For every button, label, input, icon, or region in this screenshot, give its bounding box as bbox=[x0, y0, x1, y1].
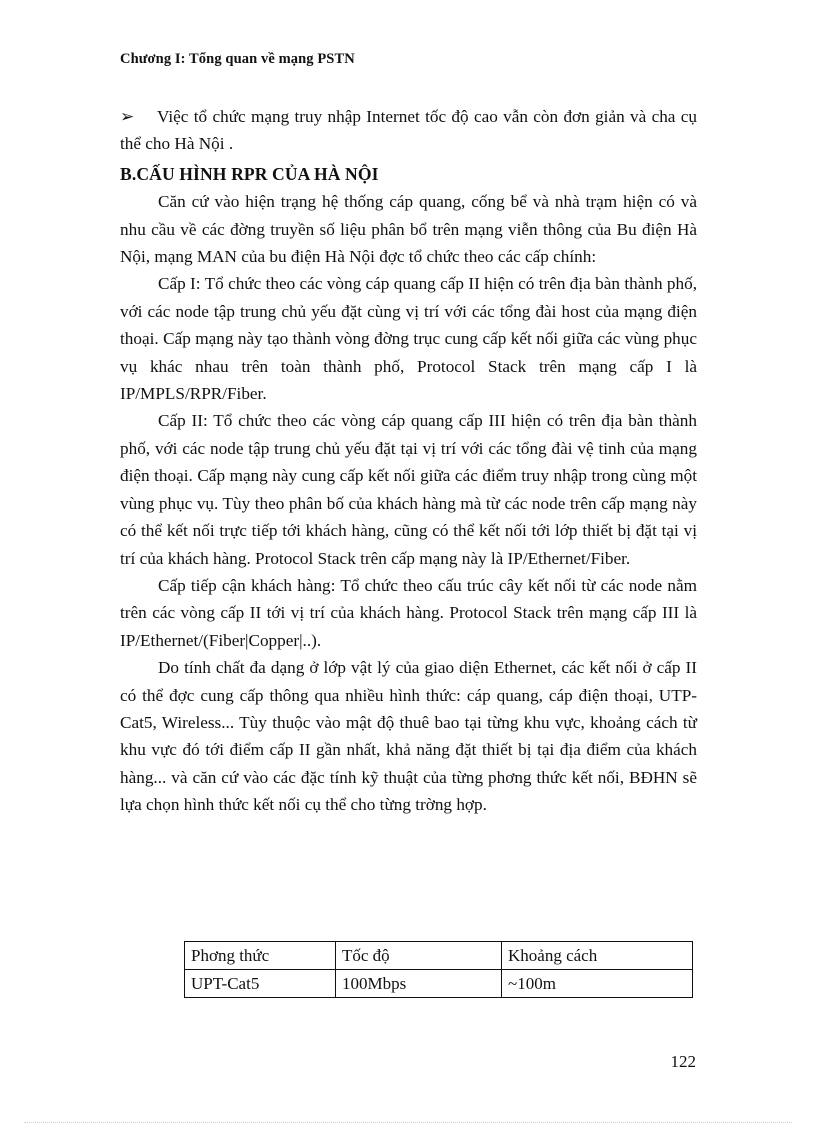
column-header-speed: Tốc độ bbox=[336, 942, 502, 970]
table-row bbox=[185, 970, 693, 998]
paragraph-level-2: Cấp II: Tổ chức theo các vòng cáp quang cấp III hiện có trên địa bàn thành phố, với các node tập trung chủ yếu đặt tại vị trí với các tổng đài vệ tinh của mạng điện thoại. Cấp mạng này cung cấp kết nối giữa các điểm truy nhập trong cùng một vùng phục vụ. Tùy theo phân bố của khách hàng mà từ các node trên cấp mạng này có thể kết nối trực tiếp tới khách hàng, cũng có thể kết nối tới lớp thiết bị đặt tại vị trí của khách hàng. Protocol Stack trên cấp mạng này là IP/Ethernet/Fiber. bbox=[120, 411, 697, 568]
connection-method-table-wrapper bbox=[184, 941, 693, 998]
bullet-text: Việc tổ chức mạng truy nhập Internet tốc độ cao vẫn còn đơn giản và cha cụ thể cho Hà Nội . bbox=[120, 107, 697, 154]
arrow-bullet-icon: ➢ bbox=[120, 107, 135, 126]
table-cell-speed: 100Mbps bbox=[336, 970, 502, 998]
paragraph-ethernet-physical: Do tính chất đa dạng ở lớp vật lý của giao diện Ethernet, các kết nối ở cấp II có thể đợc cung cấp thông qua nhiều hình thức: cáp quang, cáp điện thoại, UTP-Cat5, Wireless... Tùy thuộc vào mật độ thuê bao tại từng khu vực, khoảng cách từ khu vực đó tới điểm cấp II gần nhất, khả năng đặt thiết bị tại địa điểm của khách hàng... và căn cứ vào các đặc tính kỹ thuật của từng phơng thức kết nối, BĐHN sẽ lựa chọn hình thức kết nối cụ thể cho từng trờng hợp. bbox=[120, 658, 697, 815]
chapter-header: Chương I: Tổng quan về mạng PSTN bbox=[120, 51, 355, 67]
table-header-row bbox=[185, 942, 693, 970]
paragraph-customer-access: Cấp tiếp cận khách hàng: Tổ chức theo cấu trúc cây kết nối từ các node nằm trên các vòng cấp II tới vị trí của khách hàng. Protocol Stack trên mạng cấp III là IP/Ethernet/(Fiber|Copper|..). bbox=[120, 575, 697, 650]
paragraph-level-1: Cấp I: Tổ chức theo các vòng cáp quang cấp II hiện có trên địa bàn thành phố, với các node tập trung chủ yếu đặt cùng vị trí với các tổng đài host của mạng điện thoại. Cấp mạng này tạo thành vòng đờng trục cung cấp kết nối giữa các vùng phục vụ khác nhau trên toàn thành phố, Protocol Stack trên mạng cấp I là IP/MPLS/RPR/Fiber. bbox=[120, 274, 697, 404]
connection-method-table bbox=[184, 941, 693, 998]
bullet-paragraph bbox=[120, 103, 697, 158]
column-header-distance: Khoảng cách bbox=[502, 942, 693, 970]
table-cell-distance: ~100m bbox=[502, 970, 693, 998]
table-cell-method: UPT-Cat5 bbox=[185, 970, 336, 998]
section-title: B.CẤU HÌNH RPR CỦA HÀ NỘI bbox=[120, 163, 379, 184]
body-content bbox=[120, 103, 697, 819]
page-number: 122 bbox=[670, 1052, 696, 1071]
paragraph-intro: Căn cứ vào hiện trạng hệ thống cáp quang, cống bể và nhà trạm hiện có và nhu cầu về các đờng truyền số liệu phân bổ trên mạng viễn thông của Bu điện Hà Nội, mạng MAN của bu điện Hà Nội đợc tổ chức theo các cấp chính: bbox=[120, 192, 697, 267]
column-header-method: Phơng thức bbox=[185, 942, 336, 970]
